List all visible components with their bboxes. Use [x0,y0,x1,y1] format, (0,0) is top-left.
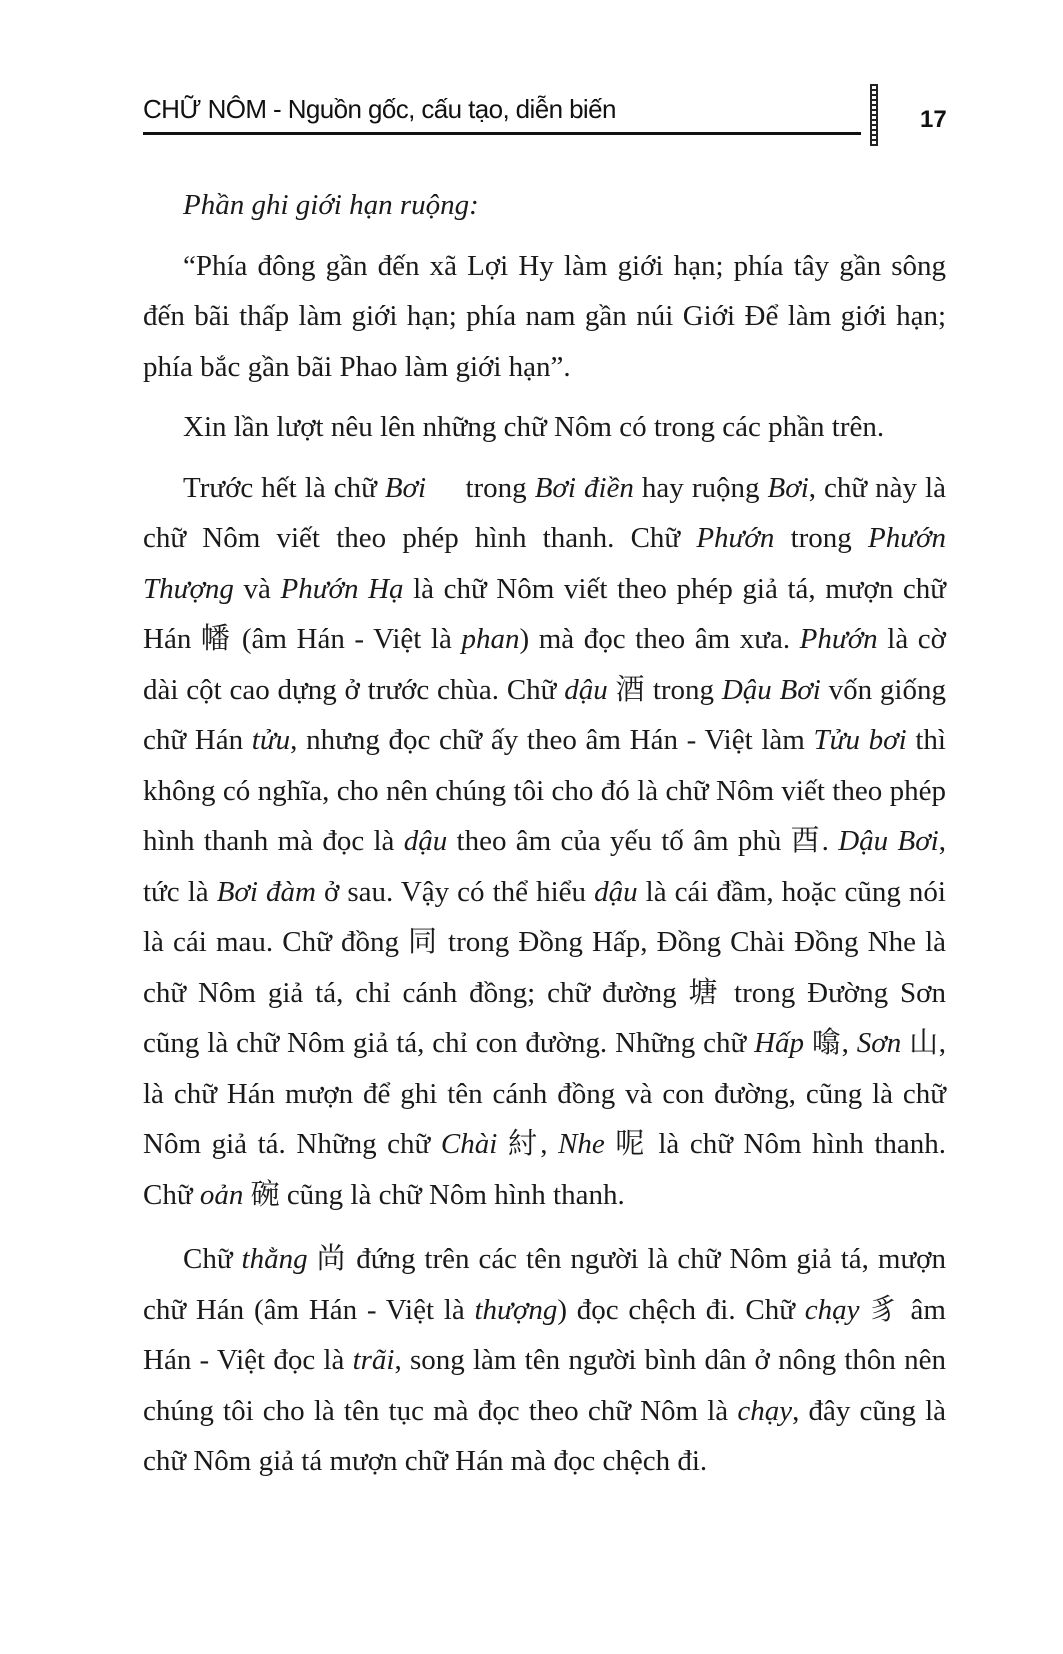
text-run: là cờ dài cột cao dựng ở trước chùa. Chữ [143,623,947,706]
italic-term: Phướn [799,623,878,655]
text-run: 酒 trong [607,673,722,706]
text-run: , chữ này là chữ Nôm viết theo phép hình thanh. Chữ [143,471,946,554]
italic-term: Dậu Bơi [838,825,939,857]
italic-term: oản [199,1178,244,1211]
text-run: 𢱐 trong [426,471,535,504]
text-run: 山, là chữ Hán mượn để ghi tên cánh đồng và con đường, cũng là chữ Nôm giả tá. Những chữ [143,1027,946,1160]
italic-term: trãi [352,1344,395,1376]
running-header-title: CHỮ NÔM - Nguồn gốc, cấu tạo, diễn biến [143,94,616,124]
italic-term: Nhe [558,1128,605,1160]
text-run: trong [774,522,868,554]
header-rule [143,132,861,135]
italic-term: chạy [804,1293,860,1326]
italic-term: dậu [594,875,638,908]
italic-term: dậu [564,673,608,706]
italic-term: tửu [251,724,291,756]
italic-term: thượng [474,1293,558,1326]
body-paragraph [143,1234,946,1487]
body-paragraph [143,463,946,1221]
italic-term: Chài [440,1128,498,1160]
italic-term: phan [461,623,520,655]
italic-term: thằng [241,1243,308,1275]
running-header [143,94,863,134]
italic-term: Bơi [767,471,809,504]
text-run: 噏, [804,1027,857,1059]
italic-term: Phướn Hạ [280,572,404,605]
text-run: ở sau. Vậy có thể hiểu [315,875,595,908]
italic-term: Sơn [856,1027,902,1059]
italic-term: Phướn Thượng [143,522,947,605]
italic-term: chạy [737,1394,793,1427]
intro-paragraph: Xin lần lượt nêu lên những chữ Nôm có trong các phần trên. [183,411,885,443]
text-run: là cái đầm, hoặc cũng nói là cái mau. Chữ đồng 同 trong Đồng Hấp, Đồng Chài Đồng Nhe là chữ Nôm giả tá, chỉ cánh đồng; chữ đường 塘 trong Đường Sơn cũng là chữ Nôm giả tá, chỉ con đường. Những chữ [143,875,946,1059]
italic-term: Phướn [696,522,775,554]
text-run: , đây cũng là chữ Nôm giả tá mượn chữ Hán mà đọc chệch đi. [143,1394,947,1477]
text-run: 碗 cũng là chữ Nôm hình thanh. [243,1178,625,1211]
text-run: Trước hết là chữ [183,471,385,504]
italic-term: Bơi [384,471,427,504]
text-run: , nhưng đọc chữ ấy theo âm Hán - Việt làm [290,724,814,756]
page-body [143,180,946,1501]
text-run: 呢 là chữ Nôm hình thanh. Chữ [143,1128,946,1211]
text-run: 豸 âm Hán - Việt đọc là [143,1293,946,1376]
text-run: thì không có nghĩa, cho nên chúng tôi cho đó là chữ Nôm viết theo phép hình thanh mà đọc là [143,724,946,857]
page-number: 17 [920,106,947,133]
text-run: , song làm tên người bình dân ở nông thôn nên chúng tôi cho là tên tục mà đọc theo chữ Nôm là [143,1344,946,1427]
italic-term: Tửu bơi [813,724,907,756]
text-run: ) mà đọc theo âm xưa. [519,623,800,655]
text-run: là chữ Nôm viết theo phép giả tá, mượn chữ Hán 幡 (âm Hán - Việt là [143,572,946,655]
text-run: và [233,572,281,605]
text-run: theo âm của yếu tố âm phù 酉. [447,825,839,857]
italic-term: Bơi điền [534,471,634,504]
italic-term: Dậu Bơi [721,673,821,706]
text-run: Chữ [183,1243,242,1275]
italic-term: Bơi đàm [216,875,316,908]
text-run: 紂, [497,1128,559,1160]
header-ornament-icon [870,84,878,146]
italic-term: Hấp [754,1027,805,1059]
field-limits-quote: “Phía đông gần đến xã Lợi Hy làm giới hạn; phía tây gần sông đến bãi thấp làm giới hạn; phía nam gần núi Giới Để làm giới hạn; phía bắc gần bãi Phao làm giới hạn”. [143,249,946,383]
text-run: 尚 đứng trên các tên người là chữ Nôm giả tá, mượn chữ Hán (âm Hán - Việt là [143,1243,947,1326]
italic-term: dậu [403,825,448,857]
text-run: ) đọc chệch đi. Chữ [557,1293,805,1326]
text-run: hay ruộng [633,471,768,504]
text-run: vốn giống chữ Hán [143,673,946,756]
text-run: , tức là [143,825,946,908]
field-limits-label: Phần ghi giới hạn ruộng: [183,189,479,221]
